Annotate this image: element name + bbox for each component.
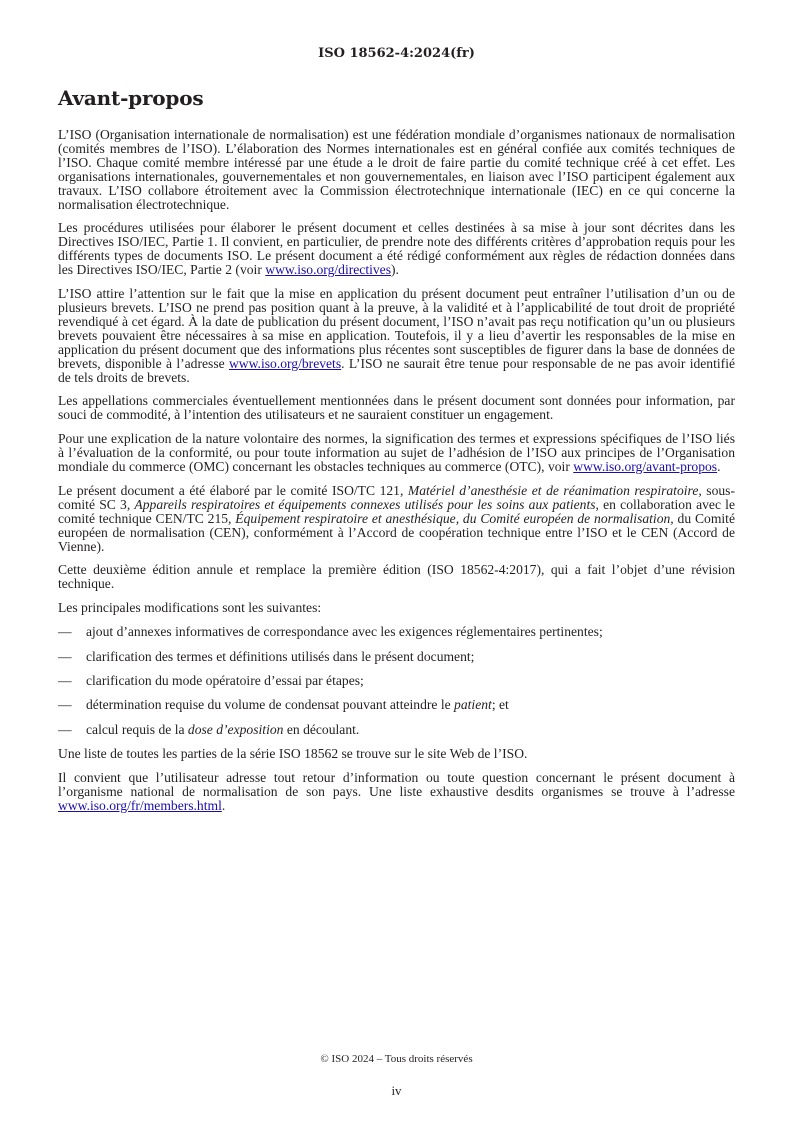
paragraph-patents: L’ISO attire l’attention sur le fait que la mise en application du présent document peut entraîner l’utilisation d’un ou de plusieurs brevets. L’ISO ne prend pas position quant à la preuve, à la validité et à l’applicabilité de tout droit de propriété revendiqué à cet égard. À la date de publication du présent document, l’ISO n’avait pas reçu notification qu’un ou plusieurs brevets pouvaient être nécessaires à sa mise en application. Toutefois, il y a lieu d’avertir les responsables de la mise en application du présent document que des informations plus récentes sont susceptibles de figurer dans la base de données de brevets, disponible à l’adresse www.iso.org/brevets. L’ISO ne saurait être tenue pour responsable de ne pas avoir identifié de tels droits de brevets. [58,286,735,385]
document-header: ISO 18562-4:2024(fr) [318,46,475,61]
list-item: — calcul requis de la dose d’exposition en découlant. [58,721,360,737]
paragraph-changes-intro: Les principales modifications sont les suivantes: [58,600,322,616]
paragraph-procedures: Les procédures utilisées pour élaborer le présent document et celles destinées à sa mise à jour sont décrites dans les Directives ISO/IEC, Partie 1. Il convient, en particulier, de prendre note des différents critères d’approbation requis pour les différents types de documents ISO. Le présent document a été rédigé conformément aux règles de rédaction données dans les Directives ISO/IEC, Partie 2 (voir www.iso.org/directives). [58,220,735,278]
paragraph-voluntary-nature: Pour une explication de la nature volontaire des normes, la signification des termes et expressions spécifiques de l’ISO liés à l’évaluation de la conformité, ou pour toute information au sujet de l’adhésion de l’ISO aux principes de l’Organisation mondiale du commerce (OMC) concernant les obstacles techniques au commerce (OTC), voir www.iso.org/avant-propos. [58,431,735,475]
list-item: — ajout d’annexes informatives de correspondance avec les exigences réglementaires pertinentes; [58,624,603,640]
paragraph-edition: Cette deuxième édition annule et remplace la première édition (ISO 18562-4:2017), qui a fait l’objet d’une révision technique. [58,562,735,592]
paragraph-iso-intro: L’ISO (Organisation internationale de normalisation) est une fédération mondiale d’organismes nationaux de normalisation (comités membres de l’ISO). L’élaboration des Normes internationales est en général confiée aux comités techniques de l’ISO. Chaque comité membre intéressé par une étude a le droit de faire partie du comité technique créé à cet effet. Les organisations internationales, gouvernementales et non gouvernementales, en liaison avec l’ISO participent également aux travaux. L’ISO collabore étroitement avec la Commission électrotechnique internationale (IEC) en ce qui concerne la normalisation électrotechnique. [58,127,735,212]
patents-link[interactable]: www.iso.org/brevets [228,355,342,371]
section-title: Avant-propos [58,86,204,110]
members-link[interactable]: www.iso.org/fr/members.html [58,797,222,813]
list-item: — clarification des termes et définitions utilisés dans le présent document; [58,648,475,664]
page-number: iv [391,1083,402,1098]
list-item: — détermination requise du volume de condensat pouvant atteindre le patient; et [58,697,509,713]
paragraph-committee: Le présent document a été élaboré par le comité ISO/TC 121, Matériel d’anesthésie et de réanimation respiratoire, sous-comité SC 3, Appareils respiratoires et équipements connexes utilisés pour les soins aux patients, en collaboration avec le comité technique CEN/TC 215, Équipement respiratoire et anesthésique, du Comité européen de normalisation, du Comité européen de normalisation (CEN), conformément à l’Accord de coopération technique entre l’ISO et le CEN (Accord de Vienne). [58,482,735,554]
changes-list [58,625,735,737]
directives-link[interactable]: www.iso.org/directives [265,262,391,278]
paragraph-feedback: Il convient que l’utilisateur adresse tout retour d’information ou toute question concernant le présent document à l’organisme national de normalisation de son pays. Une liste exhaustive desdits organismes se trouve à l’adresse www.iso.org/fr/members.html. [58,770,735,813]
foreword-link[interactable]: www.iso.org/avant-propos [573,459,718,475]
list-item: — clarification du mode opératoire d’essai par étapes; [58,673,364,688]
paragraph-trade-names: Les appellations commerciales éventuellement mentionnées dans le présent document sont données pour information, par souci de commodité, à l’intention des utilisateurs et ne sauraient constituer un engagement. [58,393,735,423]
copyright-footer: © ISO 2024 – Tous droits réservés [320,1053,473,1065]
document-body [58,128,735,823]
paragraph-series-list: Une liste de toutes les parties de la série ISO 18562 se trouve sur le site Web de l’ISO. [58,746,528,762]
